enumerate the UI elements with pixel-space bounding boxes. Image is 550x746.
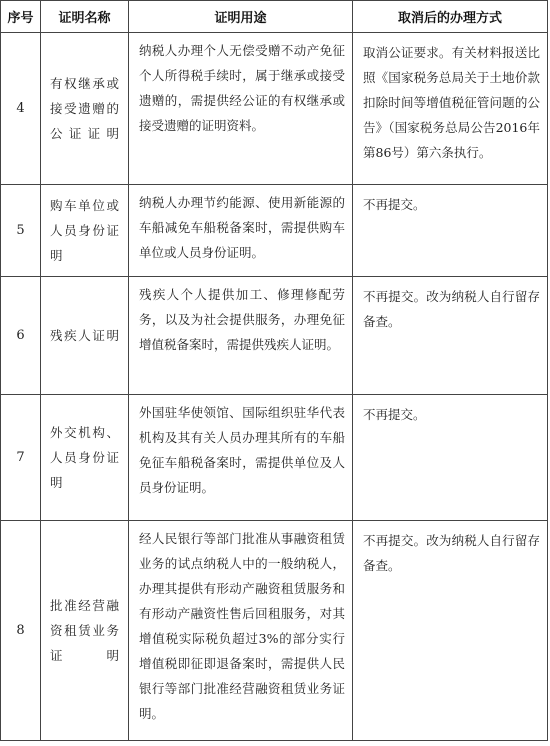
table-row bbox=[1, 277, 548, 395]
row-way: 不再提交。改为纳税人自行留存备查。 bbox=[363, 533, 540, 573]
row-name: 外交机构、人员身份证明 bbox=[50, 425, 119, 490]
row-use: 外国驻华使领馆、国际组织驻华代表机构及其有关人员办理其所有的车船免征车船税备案时，需提供单位及人员身份证明。 bbox=[139, 405, 345, 495]
header-name: 证明名称 bbox=[41, 1, 129, 33]
row-way: 不再提交。 bbox=[363, 407, 426, 422]
header-way: 取消后的办理方式 bbox=[353, 1, 548, 33]
row-use: 残疾人个人提供加工、修理修配劳务，以及为社会提供服务，办理免征增值税备案时，需提供残疾人证明。 bbox=[139, 287, 345, 352]
table-row bbox=[1, 33, 548, 185]
row-way: 不再提交。改为纳税人自行留存备查。 bbox=[363, 289, 540, 329]
row-name: 批准经营融资租赁业务证明 bbox=[50, 598, 119, 663]
row-seq: 7 bbox=[1, 395, 41, 521]
row-use: 纳税人办理节约能源、使用新能源的车船减免车船税备案时，需提供购车单位或人员身份证明。 bbox=[139, 195, 345, 260]
row-seq: 8 bbox=[1, 521, 41, 741]
row-name: 残疾人证明 bbox=[50, 328, 119, 343]
row-way: 取消公证要求。有关材料报送比照《国家税务总局关于土地价款扣除时间等增值税征管问题的公告》（国家税务总局公告2016年第86号）第六条执行。 bbox=[363, 45, 540, 160]
table-row bbox=[1, 185, 548, 277]
table-row bbox=[1, 395, 548, 521]
row-seq: 5 bbox=[1, 185, 41, 277]
row-seq: 6 bbox=[1, 277, 41, 395]
row-name: 有权继承或接受遗赠的公证证明 bbox=[50, 76, 119, 141]
row-name: 购车单位或人员身份证明 bbox=[50, 198, 119, 263]
table-header-row bbox=[1, 1, 548, 33]
row-use: 纳税人办理个人无偿受赠不动产免征个人所得税手续时，属于继承或接受遗赠的，需提供经公证的有权继承或接受遗赠的证明资料。 bbox=[139, 43, 345, 133]
row-seq: 4 bbox=[1, 33, 41, 185]
row-use: 经人民银行等部门批准从事融资租赁业务的试点纳税人中的一般纳税人，办理其提供有形动产融资租赁服务和有形动产融资性售后回租服务，对其增值税实际税负超过3%的部分实行增值税即征即退备案时，需提供人民银行等部门批准经营融资租赁业务证明。 bbox=[139, 531, 345, 721]
header-seq: 序号 bbox=[1, 1, 41, 33]
table-row bbox=[1, 521, 548, 741]
row-way: 不再提交。 bbox=[363, 197, 426, 212]
header-use: 证明用途 bbox=[129, 1, 353, 33]
